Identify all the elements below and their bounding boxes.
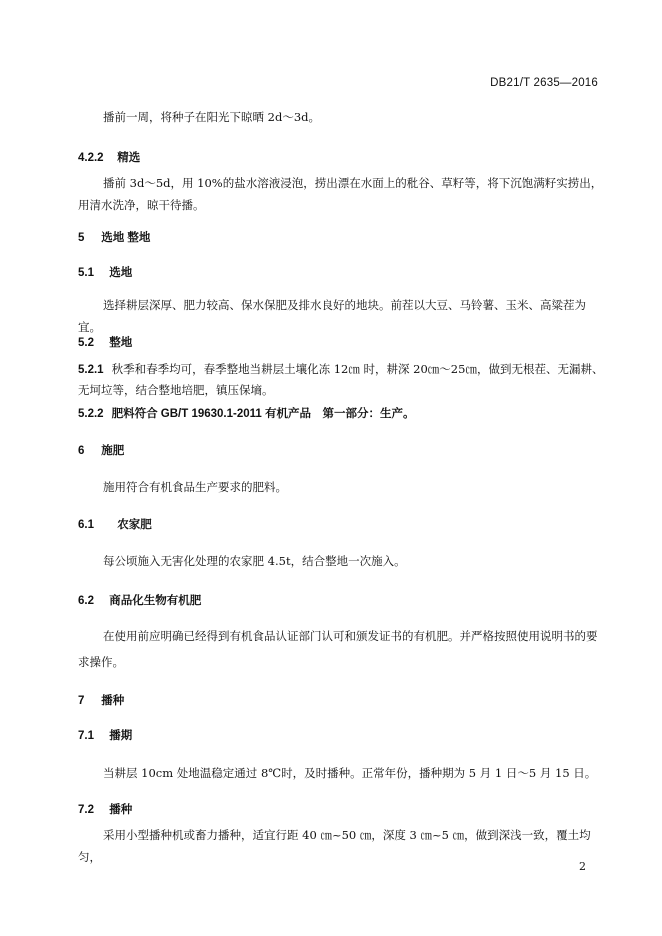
paragraph-land-selection: 选择耕层深厚、肥力较高、保水保肥及排水良好的地块。前茬以大豆、马铃薯、玉米、高粱茬为宜。	[78, 298, 586, 334]
heading-title: 播种	[109, 804, 133, 816]
heading-7-2	[78, 801, 132, 817]
heading-title: 农家肥	[117, 519, 152, 531]
clause-5-2-2	[78, 403, 604, 424]
paragraph-farm-manure: 每公顷施入无害化处理的农家肥 4.5t，结合整地一次施入。	[103, 554, 406, 568]
heading-number: 7.1	[78, 730, 94, 742]
heading-number: 4.2.2	[78, 152, 104, 164]
heading-title: 选地 整地	[101, 232, 151, 244]
paragraph-fertilizer: 施用符合有机食品生产要求的肥料。	[103, 480, 287, 494]
heading-number: 6.2	[78, 595, 94, 607]
heading-6-2	[78, 592, 201, 608]
heading-number: 6.1	[78, 519, 94, 531]
heading-title: 选地	[109, 267, 133, 279]
heading-title: 播期	[109, 730, 133, 742]
heading-6-1	[78, 516, 152, 532]
clause-number: 5.2.1	[78, 364, 104, 376]
heading-number: 5.1	[78, 267, 94, 279]
heading-title: 精选	[117, 152, 141, 164]
heading-7-1	[78, 727, 132, 743]
paragraph-seed-selection: 播前 3d～5d，用 10%的盐水溶液浸泡，捞出漂在水面上的秕谷、草籽等，将下沉饱满籽实捞出，用清水洗净，晾干待播。	[78, 176, 603, 212]
clause-number: 5.2.2	[78, 408, 104, 420]
page-number: 2	[579, 860, 586, 873]
heading-5	[78, 229, 150, 245]
heading-title: 施肥	[101, 445, 125, 457]
heading-5-2	[78, 334, 132, 350]
heading-4-2-2	[78, 149, 140, 165]
heading-title: 整地	[109, 337, 133, 349]
heading-number: 7.2	[78, 804, 94, 816]
heading-5-1	[78, 264, 132, 280]
heading-title: 商品化生物有机肥	[109, 595, 202, 607]
heading-6	[78, 442, 124, 458]
heading-number: 5.2	[78, 337, 94, 349]
heading-number: 6	[78, 445, 85, 457]
paragraph-bio-organic: 在使用前应明确已经得到有机食品认证部门认可和颁发证书的有机肥。并严格按照使用说明书的要求操作。	[78, 629, 598, 669]
clause-text: 秋季和春季均可，春季整地当耕层土壤化冻 12㎝ 时，耕深 20㎝～25㎝，做到无根茬、无漏耕、无坷垃等，结合整地培肥，镇压保墒。	[78, 362, 604, 397]
heading-title: 播种	[101, 695, 125, 707]
heading-number: 5	[78, 232, 85, 244]
heading-number: 7	[78, 695, 85, 707]
paragraph-sowing: 采用小型播种机或畜力播种，适宜行距 40 ㎝~50 ㎝，深度 3 ㎝~5 ㎝，做到深浅一致，覆土均匀，	[78, 828, 591, 864]
heading-7	[78, 692, 124, 708]
paragraph-sun-drying: 播前一周，将种子在阳光下晾晒 2d～3d。	[103, 110, 321, 124]
clause-5-2-1	[78, 359, 604, 400]
document-code: DB21/T 2635—2016	[490, 77, 598, 89]
clause-text: 肥料符合 GB/T 19630.1-2011 有机产品 第一部分：生产。	[111, 408, 415, 420]
paragraph-sowing-period: 当耕层 10cm 处地温稳定通过 8℃时，及时播种。正常年份，播种期为 5 月 1 日～5 月 15 日。	[103, 766, 597, 780]
